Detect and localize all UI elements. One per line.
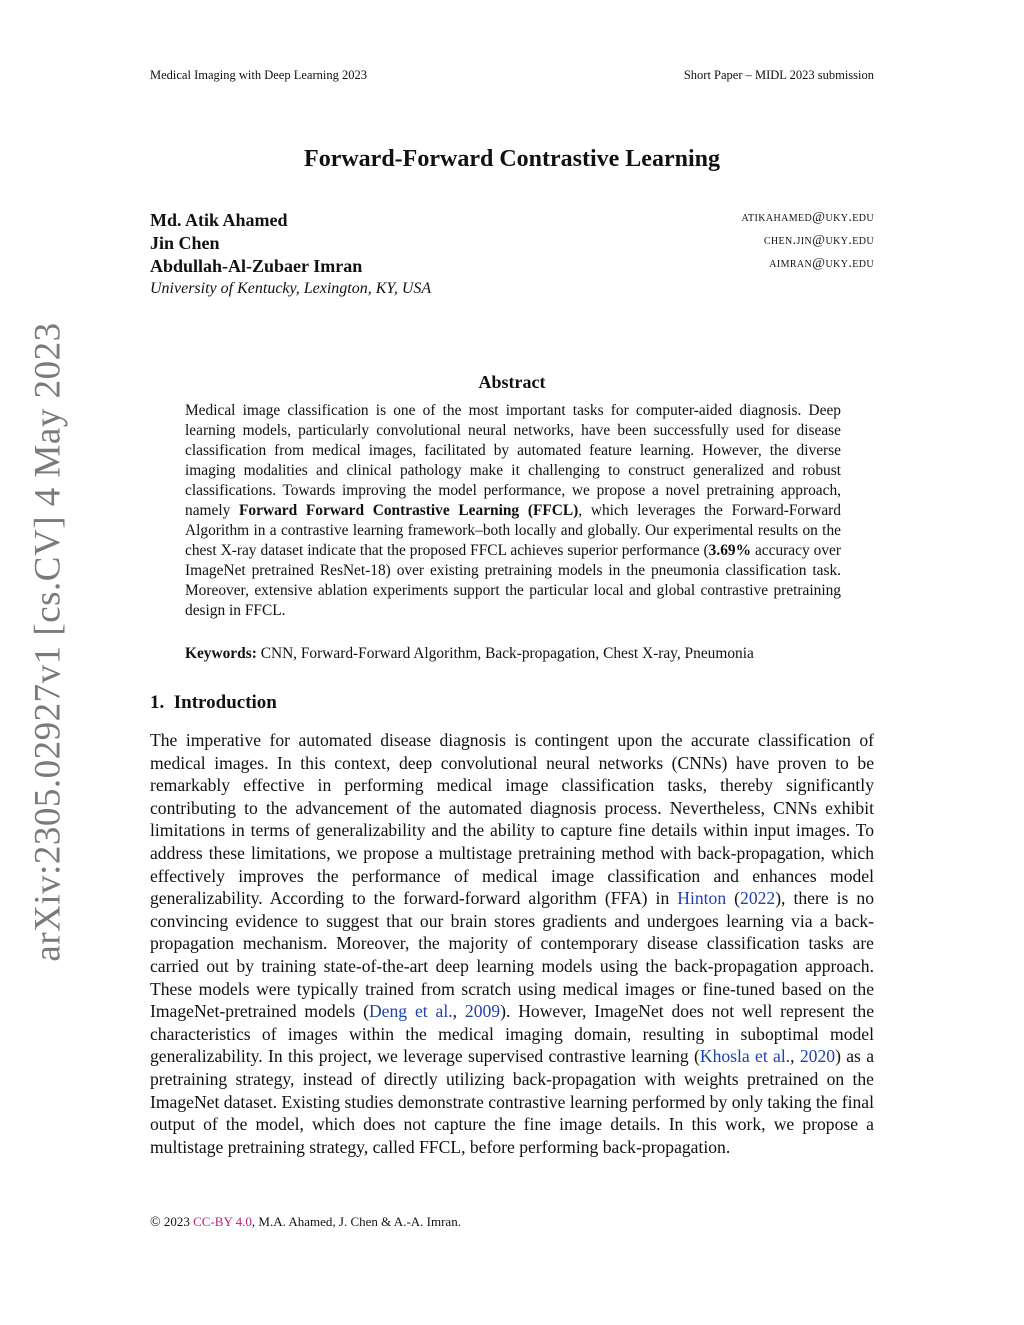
introduction-body [150, 729, 874, 1158]
keywords [185, 644, 865, 664]
footer-copyright [150, 1214, 461, 1231]
section-heading [150, 692, 277, 714]
author-email[interactable]: atikahamed@uky.edu [741, 210, 874, 225]
citation-link[interactable]: 2022 [740, 888, 776, 909]
intro-text: ( [726, 888, 741, 909]
author-email[interactable]: chen.jin@uky.edu [763, 233, 874, 248]
running-header-right: Short Paper – MIDL 2023 submission [683, 68, 874, 82]
section-title: Introduction [173, 692, 277, 713]
footer-authors: , M.A. Ahamed, J. Chen & A.-A. Imran. [251, 1214, 461, 1229]
intro-text: ). However, ImageNet does not well represent the characteristics of images within the medical imaging domain, resulting in suboptimal model generalizability. In this project, we leverage supervised contrastive learning ( [150, 1001, 875, 1067]
footer-year: 2023 [163, 1214, 190, 1229]
intro-text: ), there is no convincing evidence to suggest that our brain stores gradients and undergoes learning via a back-propagation mechanism. Moreover, the majority of contemporary disease classification tasks are carried out by training state-of-the-art deep learning models using the back-propagation approach. These models were typically trained from scratch using medical images or fine-tuned based on the ImageNet-pretrained models ( [150, 888, 874, 1022]
running-header-left: Medical Imaging with Deep Learning 2023 [150, 68, 367, 82]
license-link[interactable]: CC-BY 4.0 [193, 1214, 252, 1229]
author-name: Abdullah-Al-Zubaer Imran [150, 256, 363, 276]
author-row [150, 256, 874, 278]
affiliation: University of Kentucky, Lexington, KY, USA [150, 280, 432, 297]
citation-link[interactable]: Hinton [677, 888, 727, 909]
paper-title: Forward-Forward Contrastive Learning [304, 146, 720, 172]
section-number: 1. [150, 692, 165, 713]
author-email[interactable]: aimran@uky.edu [769, 256, 874, 271]
arxiv-identifier[interactable]: arXiv:2305.02927v1 [cs.CV] 4 May 2023 [27, 322, 69, 962]
abstract-heading: Abstract [478, 372, 546, 392]
author-name: Md. Atik Ahamed [150, 210, 288, 230]
intro-text: The imperative for automated disease diagnosis is contingent upon the accurate classification of medical images. In this context, deep convolutional neural networks (CNNs) have proven to be remarkably effective in performing medical image classification tasks, thereby significantly contributing to the advancement of the automated diagnosis process. Nevertheless, CNNs exhibit limitations in terms of generalizability and the ability to capture fine details within input images. To address these limitations, we propose a multistage pretraining method with back-propagation, which effectively improves the performance of medical image classification and enhances model generalizability. According to the forward-forward algorithm (FFA) in [150, 730, 874, 909]
citation-link[interactable]: Khosla et al. [699, 1046, 791, 1067]
author-name: Jin Chen [150, 233, 220, 253]
citation-link[interactable]: 2020 [799, 1046, 836, 1067]
intro-text: ) as a pretraining strategy, instead of directly utilizing back-propagation with weights pretrained on the ImageNet dataset. Existing studies demonstrate contrastive learning performed by only taking the final output of the model, which does not capture the fine image details. In this work, we propose a multistage pretraining strategy, called FFCL, before performing back-propagation. [150, 1046, 875, 1157]
author-row [150, 233, 874, 255]
abstract-text: accuracy over ImageNet pretrained ResNet-18) over existing pretraining models in the pneumonia classification task. Moreover, extensive ablation experiments support the particular local and global contrastive pretraining design in FFCL. [185, 542, 841, 619]
keywords-list: CNN, Forward-Forward Algorithm, Back-propagation, Chest X-ray, Pneumonia [260, 645, 754, 662]
intro-text: , [452, 1001, 465, 1022]
abstract-text: Medical image classification is one of the most important tasks for computer-aided diagnosis. Deep learning models, particularly convolutional neural networks, have been successfully used for disease classification from medical images, facilitated by automated feature learning. However, the diverse imaging modalities and clinical pathology make it challenging to construct generalized and robust classifications. Towards improving the model performance, we propose a novel pretraining approach, namely [185, 402, 841, 519]
abstract-text: , which leverages the Forward-Forward Algorithm in a contrastive learning framework–both locally and globally. Our experimental results on the chest X-ray dataset indicate that the proposed FFCL achieves superior performance ( [185, 502, 841, 559]
copyright-icon: © [150, 1215, 161, 1230]
citation-link[interactable]: Deng et al. [368, 1001, 453, 1022]
intro-text: , [790, 1046, 800, 1067]
author-row [150, 210, 874, 232]
keywords-label: Keywords: [185, 645, 257, 662]
method-name: Forward Forward Contrastive Learning (FFCL) [239, 502, 579, 519]
abstract-body [185, 401, 841, 621]
result-value: 3.69% [708, 542, 751, 559]
citation-link[interactable]: 2009 [464, 1001, 501, 1022]
